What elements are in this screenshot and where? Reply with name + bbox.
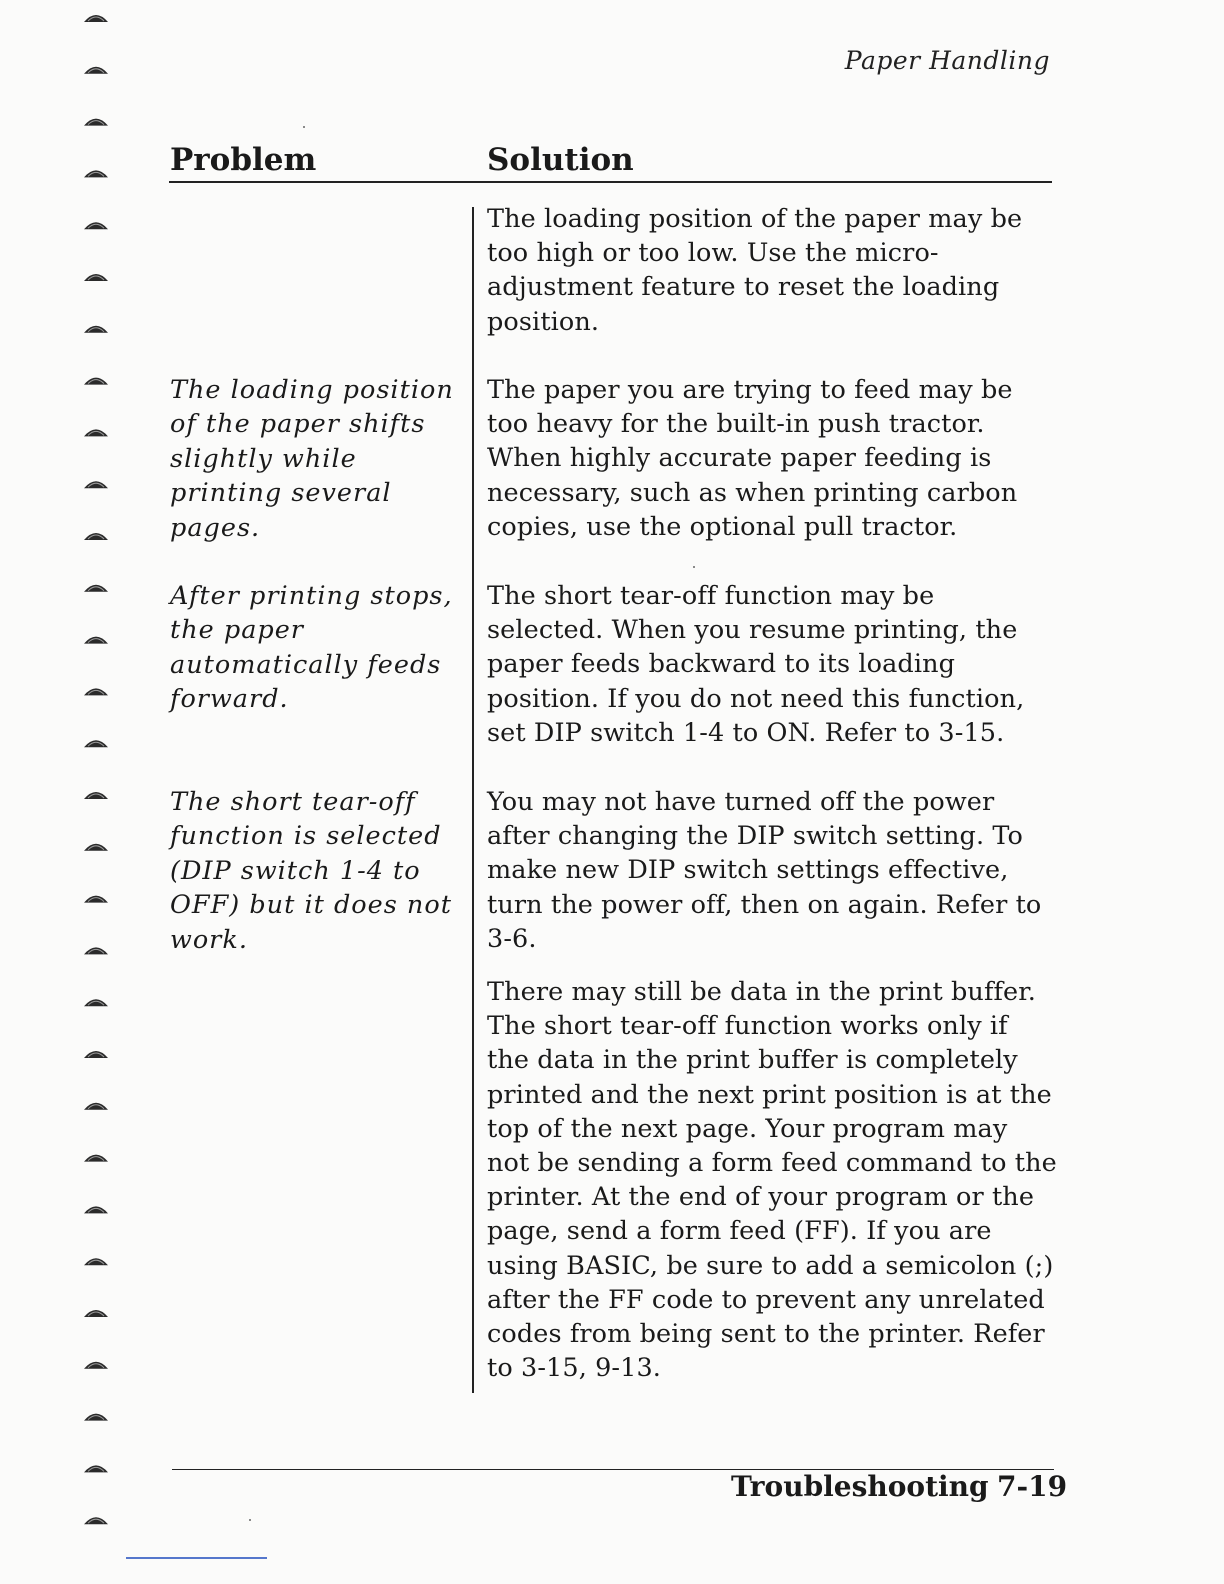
binding-hole-icon bbox=[84, 533, 108, 540]
binding-hole-icon bbox=[84, 1206, 108, 1213]
footer-page-number: 7-19 bbox=[997, 1470, 1068, 1503]
binding-hole-icon bbox=[84, 844, 108, 851]
binding-hole-icon bbox=[84, 1362, 108, 1369]
footer-section-title: Troubleshooting bbox=[731, 1470, 989, 1503]
binding-hole-icon bbox=[84, 1465, 108, 1472]
binding-hole-icon bbox=[84, 222, 108, 229]
running-header: Paper Handling bbox=[844, 46, 1050, 75]
solution-cell: The loading position of the paper may be too high or too low. Use the micro-adjustment feature to reset the loading position. bbox=[487, 204, 1023, 337]
scan-edge-line bbox=[126, 1557, 267, 1559]
binding-hole-icon bbox=[84, 15, 108, 22]
binding-hole-icon bbox=[84, 67, 108, 74]
binding-hole-icon bbox=[84, 1103, 108, 1110]
binding-holes bbox=[0, 0, 130, 1584]
binding-hole-icon bbox=[84, 999, 108, 1006]
binding-hole-icon bbox=[84, 274, 108, 281]
binding-hole-icon bbox=[84, 378, 108, 385]
binding-hole-icon bbox=[84, 896, 108, 903]
problem-cell: The short tear-off function is selected (DIP switch 1-4 to OFF) but it does not work. bbox=[170, 787, 452, 955]
solution-column-header: Solution bbox=[487, 142, 634, 178]
scan-speck bbox=[249, 1519, 251, 1521]
binding-hole-icon bbox=[84, 1258, 108, 1265]
binding-hole-icon bbox=[84, 326, 108, 333]
binding-hole-icon bbox=[84, 1414, 108, 1421]
binding-hole-icon bbox=[84, 119, 108, 126]
scan-speck bbox=[693, 566, 695, 568]
problem-column-header: Problem bbox=[170, 142, 317, 178]
binding-hole-icon bbox=[84, 481, 108, 488]
binding-hole-icon bbox=[84, 688, 108, 695]
binding-hole-icon bbox=[84, 792, 108, 799]
binding-hole-icon bbox=[84, 429, 108, 436]
solution-cell: You may not have turned off the power after changing the DIP switch setting. To make new DIP switch settings effective, turn the power off, then on again. Refer to 3-6. bbox=[487, 787, 1042, 954]
column-divider bbox=[472, 207, 474, 1393]
problem-cell: The loading position of the paper shifts slightly while printing several pages. bbox=[170, 375, 454, 543]
binding-hole-icon bbox=[84, 1155, 108, 1162]
binding-hole-icon bbox=[84, 637, 108, 644]
binding-hole-icon bbox=[84, 1051, 108, 1058]
header-rule bbox=[169, 181, 1052, 183]
binding-hole-icon bbox=[84, 170, 108, 177]
solution-cell: The short tear-off function may be selected. When you resume printing, the paper feeds backward to its loading position. If you do not need this function, set DIP switch 1-4 to ON. Refer to 3-15. bbox=[487, 581, 1025, 748]
problem-cell: After printing stops, the paper automatically feeds forward. bbox=[170, 581, 453, 715]
binding-hole-icon bbox=[84, 740, 108, 747]
binding-hole-icon bbox=[84, 947, 108, 954]
binding-hole-icon bbox=[84, 1310, 108, 1317]
binding-hole-icon bbox=[84, 1517, 108, 1524]
solution-cell: The paper you are trying to feed may be too heavy for the built-in push tractor. When highly accurate paper feeding is necessary, such as when printing carbon copies, use the optional pull tractor. bbox=[487, 375, 1018, 542]
binding-hole-icon bbox=[84, 585, 108, 592]
scan-speck bbox=[303, 126, 305, 128]
solution-cell: There may still be data in the print buffer. The short tear-off function works only if the data in the print buffer is completely printed and the next print position is at the top of the next page. Your program may not be sending a form feed command to the printer. At the end of your program or the page, send a form feed (FF). If you are using BASIC, be sure to add a semicolon (;) after the FF code to prevent any unrelated codes from being sent to the printer. Refer to 3-15, 9-13. bbox=[487, 977, 1057, 1384]
